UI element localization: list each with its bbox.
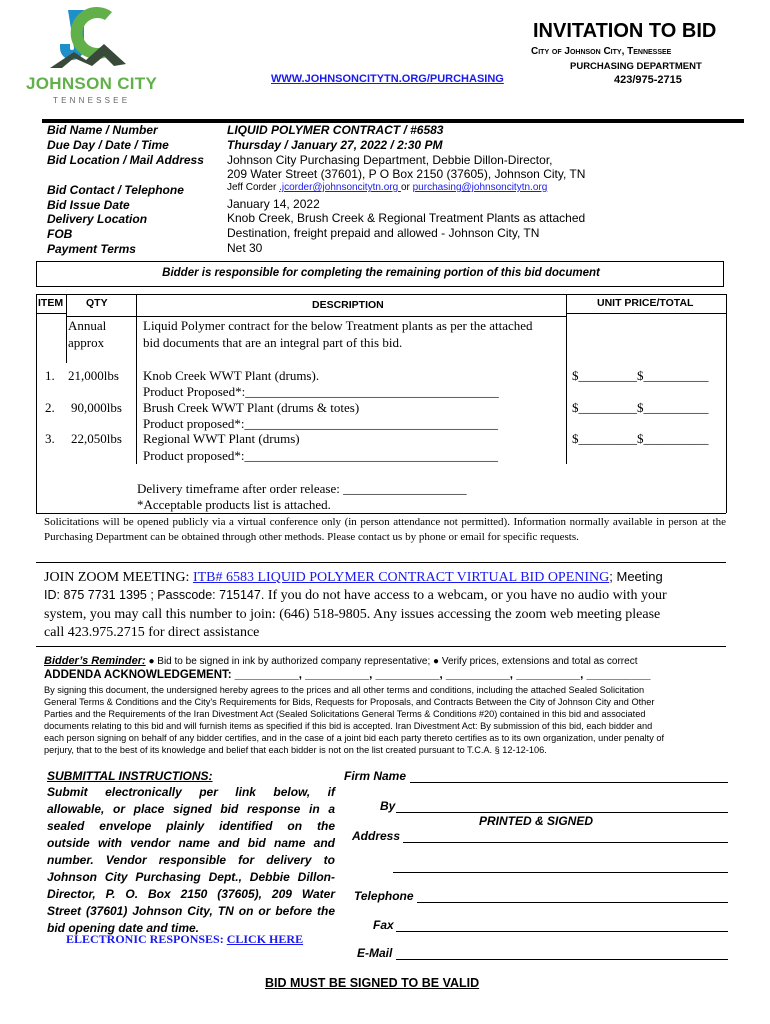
detail-label-issue: Bid Issue Date [47,198,130,212]
submittal-line: outside with vendor name and bid name and [47,836,335,850]
solicitation-divider [36,562,726,563]
row-1-proposed-field[interactable]: Product Proposed*:_______________________________________ [143,384,499,399]
detail-value-due: Thursday / January 27, 2022 / 2:30 PM [227,138,443,152]
zoom-meeting-id: ID: 875 7731 1395 ; Passcode: 715147. [44,588,265,602]
row-2-proposed-field[interactable]: Product proposed*:_______________________________________ [143,416,498,431]
detail-label-bid-name: Bid Name / Number [47,123,158,137]
zoom-webcam-note: If you do not have access to a webcam, or you have no audio with your [264,588,667,603]
address-line-2[interactable] [393,872,728,873]
submittal-line: sealed envelope plainly identified on the [47,819,335,833]
col-header-unit-price: UNIT PRICE/TOTAL [597,297,694,309]
printed-signed-label: PRINTED & SIGNED [479,814,594,828]
table-left-border [36,294,37,513]
agreement-line: General Terms & Conditions and the City’s Requirements for Bids, Requests for Proposals, and Contracts Between the City of Johnson City and Other [44,697,655,707]
table-desc-header-rule [66,316,566,317]
col-header-description: DESCRIPTION [312,299,384,311]
fax-line[interactable] [396,931,728,932]
detail-value-location: Johnson City Purchasing Department, Debbie Dillon-Director, [227,153,553,167]
addenda-acknowledgement[interactable]: ADDENDA ACKNOWLEDGEMENT: __________, __________, __________, __________, __________, __________ [44,669,651,681]
signature-required-notice: BID MUST BE SIGNED TO BE VALID [265,976,480,990]
qty-annual: Annual [68,318,107,333]
zoom-bid-opening-link[interactable]: ITB# 6583 LIQUID POLYMER CONTRACT VIRTUAL BID OPENING [192,570,610,585]
logo-city-name: JOHNSON CITY [26,74,158,93]
submittal-line: number. Vendor responsible for delivery to [47,853,335,867]
purchasing-email-link[interactable]: purchasing@johnsoncitytn.org [412,182,548,193]
row-1-desc: Knob Creek WWT Plant (drums). [143,368,320,383]
detail-value-contact [227,182,547,193]
detail-label-payment: Payment Terms [47,242,136,256]
submittal-line: Street (37601) Johnson City, TN on or before the [47,904,335,918]
row-3-price-field[interactable]: $_________$__________ [572,431,709,446]
zoom-divider [36,646,726,647]
row-3-proposed-field[interactable]: Product proposed*:_______________________________________ [143,448,498,463]
submittal-line: Director, P. O. Box 2150 (37605), 209 Water [47,887,335,901]
zoom-line-4: call 423.975.2715 for direct assistance [44,625,260,640]
detail-label-contact: Bid Contact / Telephone [47,183,184,197]
col-header-item: ITEM [38,297,64,309]
table-qty-divider [136,294,137,464]
row-3-desc: Regional WWT Plant (drums) [143,431,300,446]
address-label: Address [352,829,401,843]
by-signature-line[interactable] [396,812,728,813]
zoom-line-3: system, you may call this number to join: (646) 518-9805. Any issues accessing the zoom web meeting please [44,607,661,622]
detail-label-due: Due Day / Date / Time [47,138,169,152]
fax-label: Fax [373,918,394,932]
department-line: PURCHASING DEPARTMENT [570,61,702,72]
detail-value-delivery: Knob Creek, Brush Creek & Regional Treatment Plants as attached [227,211,586,225]
row-2-item: 2. [45,400,55,415]
address-line-1[interactable] [403,842,728,843]
firm-name-label: Firm Name [344,769,407,783]
bidder-reminder [44,655,637,667]
row-1-qty: 21,000lbs [68,368,119,383]
phone-line: 423/975-2715 [614,74,682,86]
detail-value-address: 209 Water Street (37601), P O Box 2150 (37605), Johnson City, TN [227,167,586,181]
submittal-line: Johnson City Purchasing Dept., Debbie Dillon- [47,870,335,884]
table-item-header-rule [36,313,66,314]
bidder-note-box [36,261,724,287]
zoom-line-1 [44,569,734,586]
row-3-item: 3. [45,431,55,446]
detail-label-delivery: Delivery Location [47,212,148,226]
zoom-prefix: JOIN ZOOM MEETING: [44,570,193,585]
city-line: City of Johnson City, Tennessee [531,46,672,57]
row-3-qty: 22,050lbs [71,431,122,446]
submittal-line: allowable, or place signed bid response in a [47,802,335,816]
contact-or: or [400,182,413,193]
agreement-line: each person signing on behalf of any bidder certifies, and in the case of a joint bid each party thereto certifies as to its own organization, under penalty of [44,733,665,743]
firm-name-line[interactable] [410,782,728,783]
electronic-responses-label: ELECTRONIC RESPONSES: [66,932,227,946]
table-desc-divider [566,294,567,464]
agreement-line: Parties and the Requirements of the Iran Divestment Act (Sealed Solicitations General Terms & Conditions #20) contained in this bid and associated [44,709,646,719]
reminder-text: ● Bid to be signed in ink by authorized company representative; ● Verify prices, extensions and total as correct [145,656,638,667]
detail-value-payment: Net 30 [227,241,263,255]
acceptable-products-note: *Acceptable products list is attached. [137,497,331,512]
logo-state-name: TENNESSEE [53,96,131,105]
row-2-qty: 90,000lbs [71,400,122,415]
agreement-line: documents relating to this bid and will furnish items as specified if this bid is accepted. Iran Divestment Act: By submission of this bid, each bidder and [44,721,653,731]
detail-value-issue: January 14, 2022 [227,197,320,211]
bidder-note: Bidder is responsible for completing the remaining portion of this bid document [162,267,600,279]
row-1-price-field[interactable]: $_________$__________ [572,368,709,383]
page-title: INVITATION TO BID [533,20,717,42]
telephone-label: Telephone [354,889,414,903]
table-price-header-rule [566,313,726,314]
reminder-label: Bidder’s Reminder: [44,655,146,667]
detail-value-fob: Destination, freight prepaid and allowed - Johnson City, TN [227,226,540,240]
submittal-line: bid opening date and time. [47,921,200,935]
detail-label-location: Bid Location / Mail Address [47,153,204,167]
submittal-instructions [47,784,335,937]
email-line[interactable] [396,959,728,960]
contact-email-link[interactable]: .jcorder@johnsoncitytn.org [279,182,401,193]
desc-intro-line2: bid documents that are an integral part of this bid. [143,335,403,350]
zoom-meeting-label: ; Meeting [609,569,663,584]
row-2-desc: Brush Creek WWT Plant (drums & totes) [143,400,360,415]
agreement-line: perjury, that to the best of its knowledge and belief that each bidder is not on the list created pursuant to T.C.A. § 12-12-106. [44,745,547,755]
table-right-border [726,294,727,513]
submittal-line: Submit electronically per link below, if [47,785,335,799]
col-header-qty: QTY [86,297,108,309]
row-2-price-field[interactable]: $_________$__________ [572,400,709,415]
desc-intro-line1: Liquid Polymer contract for the below Treatment plants as per the attached [143,318,533,333]
zoom-line-2 [44,588,734,604]
telephone-line[interactable] [417,902,728,903]
qty-approx: approx [68,335,105,350]
submittal-title: SUBMITTAL INSTRUCTIONS: [47,769,213,783]
table-bottom-border [36,513,726,514]
solicitation-notice: Solicitations will be opened publicly via a virtual conference only (in person attendance not permitted). Information normally available in person at the Purchasing Department can be obtained through other methods. Please contact us by phone or email for specific requests. [44,516,726,543]
detail-value-bid-name: LIQUID POLYMER CONTRACT / #6583 [227,123,444,137]
delivery-timeframe-field[interactable]: Delivery timeframe after order release: ___________________ [137,481,467,496]
website-link[interactable]: WWW.JOHNSONCITYTN.ORG/PURCHASING [271,73,504,85]
table-item-divider [66,294,67,363]
electronic-responses-link[interactable]: CLICK HERE [226,932,304,946]
electronic-responses [66,932,303,947]
row-1-item: 1. [45,368,55,383]
email-label: E-Mail [357,946,393,960]
by-label: By [380,799,396,813]
agreement-paragraph [44,684,734,756]
contact-name: Jeff Corder [227,182,280,193]
agreement-line: By signing this document, the undersigned hereby agrees to the prices and all other terms and conditions, including the attached Sealed Solicitation [44,685,645,695]
detail-label-fob: FOB [47,227,73,241]
table-top-border [36,294,726,295]
